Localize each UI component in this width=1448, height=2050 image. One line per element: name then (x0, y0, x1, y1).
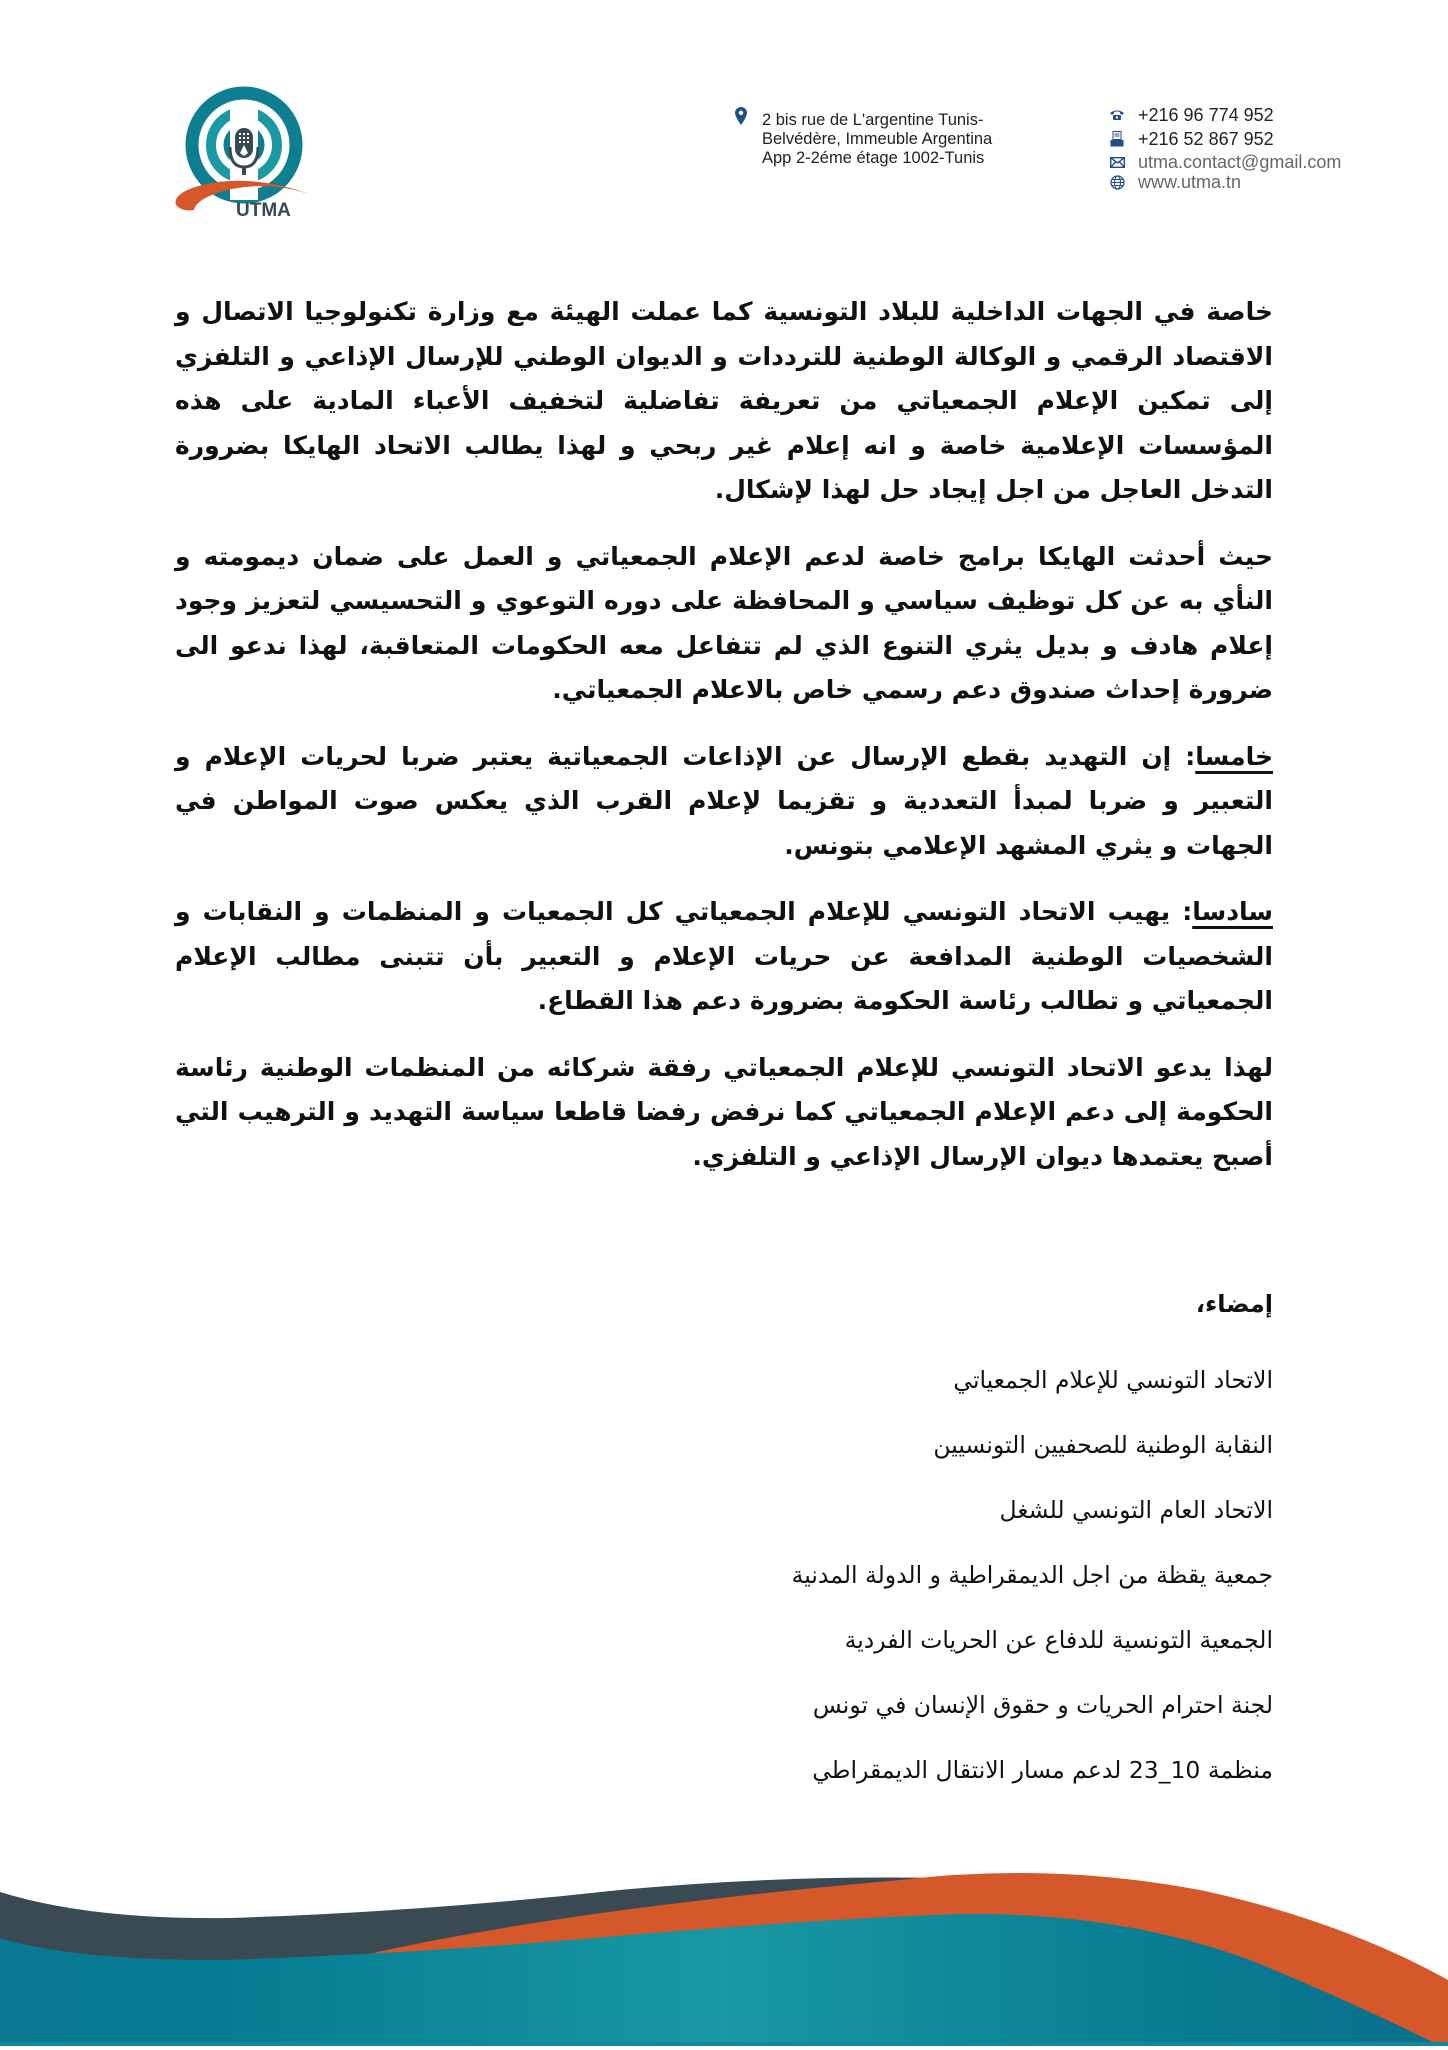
signature-title: إمضاء، (1195, 1290, 1273, 1318)
paragraph-closing-text: لهذا يدعو الاتحاد التونسي للإعلام الجمعياتي رفقة شركائه من المنظمات الوطنية رئاسة الحكومة إلى دعم الإعلام الجمعياتي كما نرفض رفضا قاطعا سياسة التهديد و الترهيب التي أصبح يعتمدها ديوان الإرسال الإذاعي و التلفزي. (175, 1052, 1273, 1171)
footer-wave-graphic (0, 1850, 1448, 2046)
paragraph-1 (175, 290, 1273, 513)
address-line-2: Belvédère, Immeuble Argentina (762, 130, 993, 148)
signatory-6: لجنة احترام الحريات و حقوق الإنسان في تونس (812, 1691, 1273, 1719)
paragraph-2 (175, 535, 1273, 713)
fax-icon (1108, 130, 1126, 148)
envelope-icon (1108, 153, 1126, 171)
paragraph-sixth (175, 890, 1273, 1024)
letter-body (175, 290, 1273, 1201)
telephone-icon (1108, 106, 1126, 124)
signature-block (792, 1290, 1273, 1815)
signatory-3: الاتحاد العام التونسي للشغل (999, 1496, 1273, 1524)
phone-number[interactable]: +216 96 774 952 (1138, 104, 1274, 125)
website-row (1108, 173, 1408, 191)
footer-wave-decoration (0, 1850, 1448, 2046)
fax-number[interactable]: +216 52 867 952 (1138, 128, 1274, 149)
contact-block (1108, 103, 1408, 191)
paragraph-fifth (175, 735, 1273, 869)
paragraph-1-text: خاصة في الجهات الداخلية للبلاد التونسية كما عملت الهيئة مع وزارة تكنولوجيا الاتصال و الاقتصاد الرقمي و الوكالة الوطنية للترددات و الديوان الوطني للإرسال الإذاعي و التلفزي إلى تمكين الإعلام الجمعياتي من تعريفة تفاضلية لتخفيف الأعباء المادية على هذه المؤسسات الإعلامية خاصة و انه إعلام غير ربحي و لهذا يطالب الاتحاد الهايكا بضرورة التدخل العاجل من اجل إيجاد حل لهذا لإشكال. (175, 297, 1273, 504)
paragraph-fifth-lead: خامسا (1195, 741, 1273, 771)
fax-row (1108, 127, 1408, 151)
address-line-3: App 2-2éme étage 1002-Tunis (762, 149, 985, 167)
email-row (1108, 151, 1408, 173)
logo-text: UTMA (236, 200, 291, 220)
paragraph-closing (175, 1046, 1273, 1180)
signatory-2: النقابة الوطنية للصحفيين التونسيين (933, 1431, 1273, 1459)
paragraph-sixth-text: : يهيب الاتحاد التونسي للإعلام الجمعياتي كل الجمعيات و المنظمات و النقابات و الشخصيات الوطنية المدافعة عن حريات الإعلام و التعبير بأن تتبنى مطالب الإعلام الجمعياتي و تطالب رئاسة الحكومة بضرورة دعم هذا القطاع. (175, 897, 1273, 1015)
website-link[interactable]: www.utma.tn (1138, 173, 1242, 191)
address-line-1: 2 bis rue de L'argentine Tunis- (762, 111, 984, 129)
signatory-7: منظمة 10_23 لدعم مسار الانتقال الديمقراطي (812, 1756, 1273, 1784)
email-link[interactable]: utma.contact@gmail.com (1138, 151, 1342, 172)
logo-graphic (172, 85, 322, 220)
address-text (762, 111, 1052, 168)
signatory-4: جمعية يقظة من اجل الديمقراطية و الدولة المدنية (791, 1561, 1273, 1589)
utma-logo (172, 85, 322, 220)
phone-row (1108, 103, 1408, 127)
map-pin-icon (735, 107, 747, 125)
signatory-1: الاتحاد التونسي للإعلام الجمعياتي (953, 1366, 1273, 1394)
signatory-5: الجمعية التونسية للدفاع عن الحريات الفردية (844, 1626, 1273, 1654)
paragraph-fifth-text: : إن التهديد بقطع الإرسال عن الإذاعات الجمعياتية يعتبر ضربا لحريات الإعلام و التعبير و ضربا لمبدأ التعددية و تقزيما لإعلام القرب الذي يعكس صوت المواطن في الجهات و يثري المشهد الإعلامي بتونس. (175, 741, 1273, 860)
paragraph-sixth-lead: سادسا (1192, 897, 1273, 926)
paragraph-2-text: حيث أحدثت الهايكا برامج خاصة لدعم الإعلام الجمعياتي و العمل على ضمان ديمومته و النأي به عن كل توظيف سياسي و المحافظة على دوره التوعوي و التحسيسي لتعزيز وجود إعلام هادف و بديل يثري التنوع الذي لم تتفاعل معه الحكومات المتعاقبة، لهذا ندعو الى ضرورة إحداث صندوق دعم رسمي خاص بالاعلام الجمعياتي. (175, 541, 1273, 704)
globe-icon (1108, 173, 1126, 191)
